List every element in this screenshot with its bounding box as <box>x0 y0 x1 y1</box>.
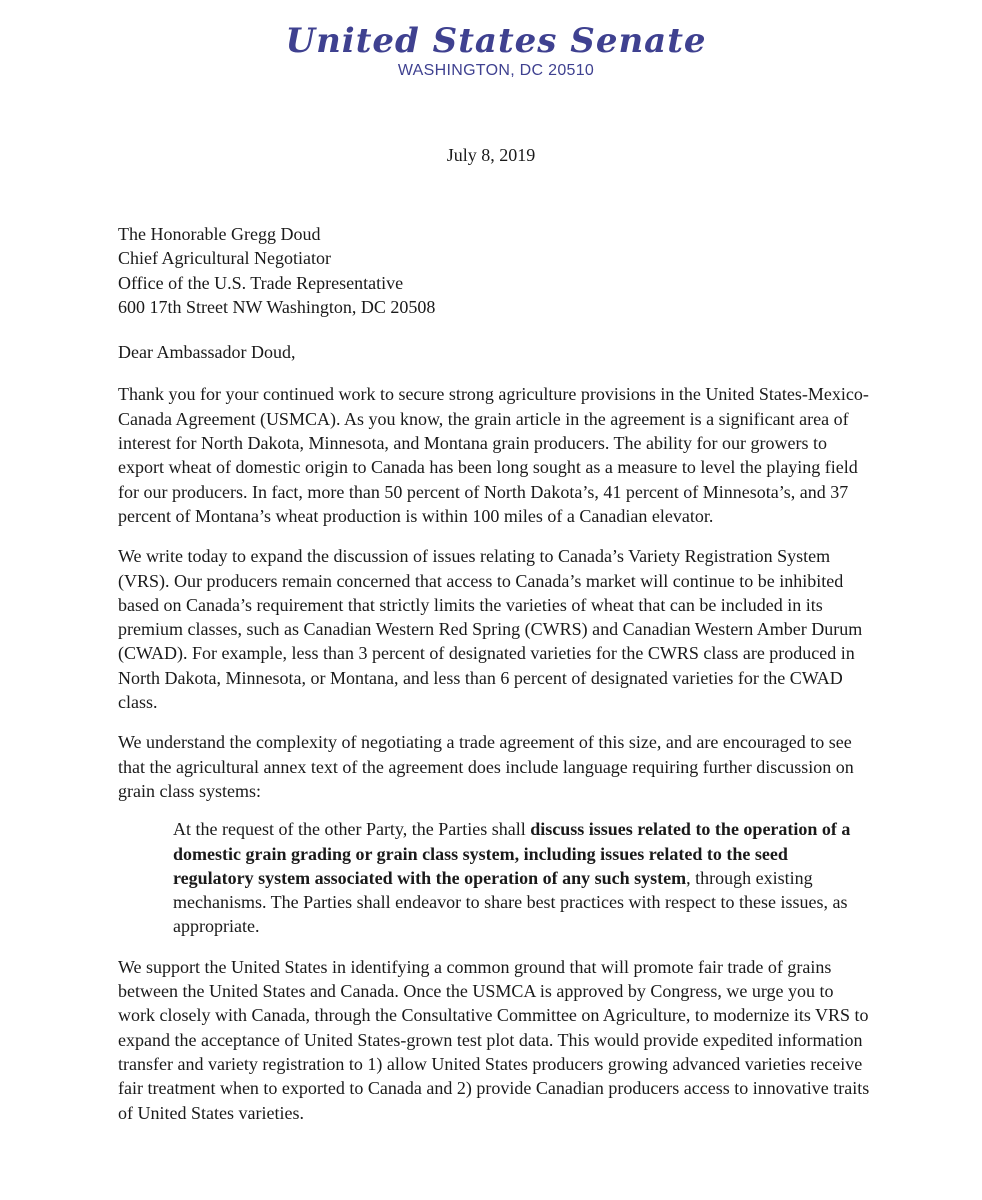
letter-date: July 8, 2019 <box>446 145 536 165</box>
quote-rest: , through existing mechanisms. The Parties shall endeavor to share best practices with respect to these issues, as appropriate. <box>173 867 848 937</box>
paragraph-usmca: Thank you for your continued work to secure strong agriculture provisions in the United States-Mexico-Canada Agreement (USMCA). As you know, the grain article in the agreement is a significant area of interest for North Dakota, Minnesota, and Montana grain producers. The ability for our growers to export wheat of domestic origin to Canada has been long sought as a measure to level the playing field for our producers. In fact, more than 50 percent of North Dakota’s, 41 percent of Minnesota’s, and 37 percent of Montana’s wheat production is within 100 miles of a Canadian elevator. <box>118 384 869 526</box>
addressee-office: Office of the U.S. Trade Representative <box>118 272 404 293</box>
senate-address: WASHINGTON, DC 20510 <box>397 62 595 79</box>
addressee-title: Chief Agricultural Negotiator <box>118 248 331 269</box>
addressee-block <box>118 222 870 319</box>
addressee-street: 600 17th Street NW Washington, DC 20508 <box>118 296 436 317</box>
paragraph-vrs: We write today to expand the discussion of issues relating to Canada’s Variety Registration System (VRS). Our producers remain concerned that access to Canada’s market will continue to be inhibited based on Canada’s requirement that strictly limits the varieties of wheat that can be included in its premium classes, such as Canadian Western Red Spring (CWRS) and Canadian Western Amber Durum (CWAD). For example, less than 3 percent of designated varieties for the CWRS class are produced in North Dakota, Minnesota, or Montana, and less than 6 percent of designated varieties for the CWAD class. <box>118 546 863 713</box>
paragraph-annex: We understand the complexity of negotiating a trade agreement of this size, and are encouraged to see that the agricultural annex text of the agreement does include language requiring further discussion on grain class systems: <box>118 732 854 801</box>
quote-bold: discuss issues related to the operation of a domestic grain grading or grain class system, including issues related to the seed regulatory system associated with the operation of any such system <box>173 819 851 888</box>
addressee-name: The Honorable Gregg Doud <box>118 224 321 244</box>
letter-body <box>118 222 870 1125</box>
letterhead <box>0 22 982 80</box>
senate-name: United States Senate <box>285 21 707 61</box>
quote-intro: At the request of the other Party, the Parties shall <box>173 819 531 840</box>
block-quote <box>173 817 863 938</box>
paragraph-closing: We support the United States in identifying a common ground that will promote fair trade of grains between the United States and Canada. Once the USMCA is approved by Congress, we urge you to work closely with Canada, through the Consultative Committee on Agriculture, to modernize its VRS to expand the acceptance of United States-grown test plot data. This would provide expedited information transfer and variety registration to 1) allow United States producers growing advanced varieties receive fair treatment when to exported to Canada and 2) provide Canadian producers access to innovative traits of United States varieties. <box>118 956 870 1123</box>
salutation: Dear Ambassador Doud, <box>118 342 296 363</box>
